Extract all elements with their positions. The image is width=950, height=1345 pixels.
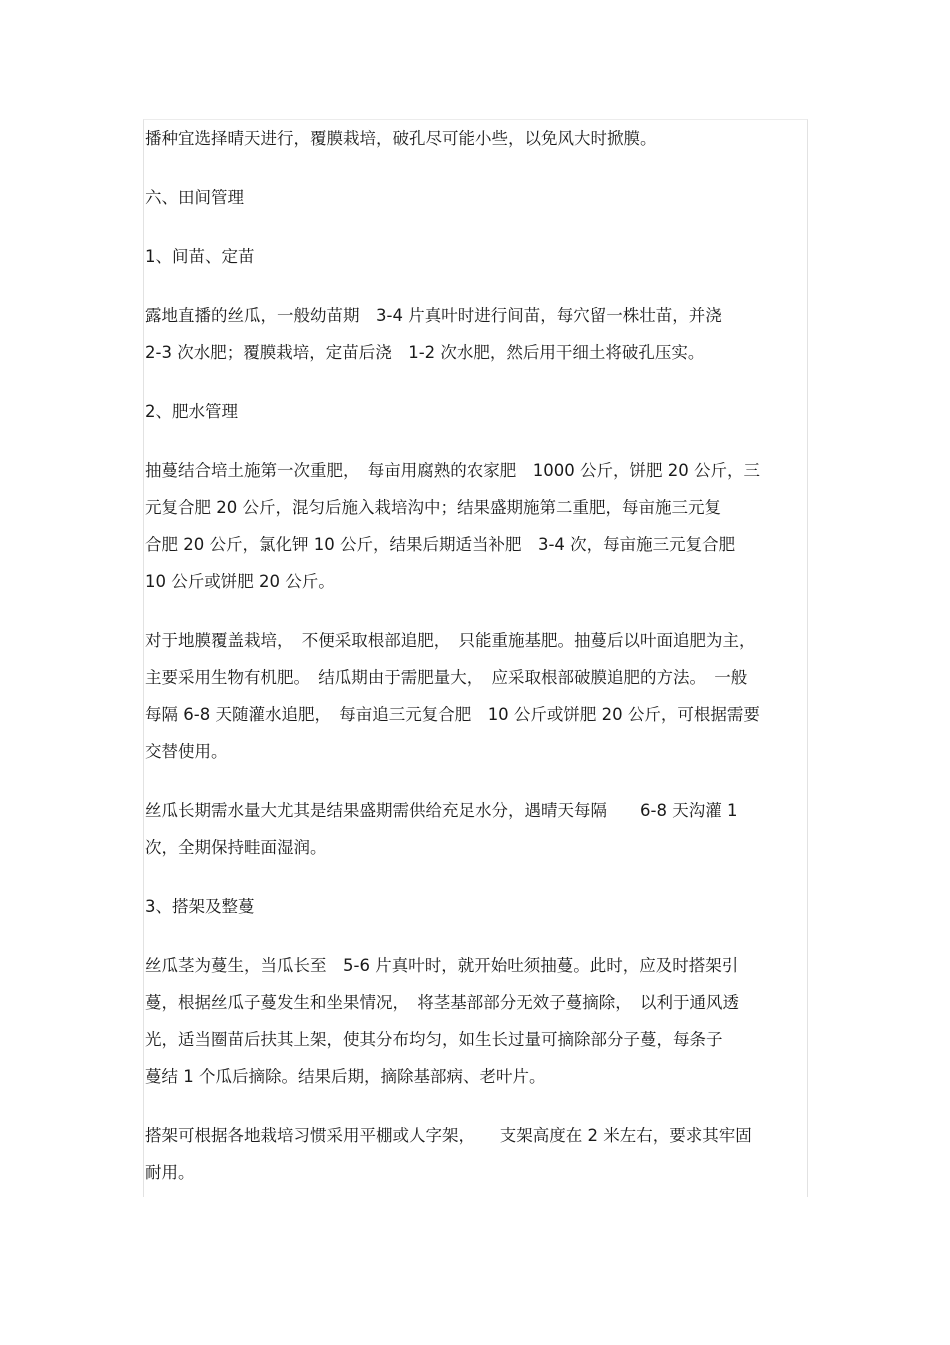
paragraph [145,120,807,157]
section-heading [145,179,807,216]
text-line: 对于地膜覆盖栽培， 不便采取根部追肥， 只能重施基肥。抽蔓后以叶面追肥为主， [145,631,756,650]
text-line: 10 公斤或饼肥 20 公斤。 [145,572,335,591]
text-line: 蔓结 1 个瓜后摘除。结果后期，摘除基部病、老叶片。 [145,1067,546,1086]
text-line: 耐用。 [145,1163,195,1182]
text-line: 丝瓜长期需水量大尤其是结果盛期需供给充足水分，遇晴天每隔 6-8 天沟灌 1 [145,801,738,820]
subsection-heading [145,393,807,430]
text-line: 3、搭架及整蔓 [145,897,255,916]
text-line: 露地直播的丝瓜，一般幼苗期 3-4 片真叶时进行间苗，每穴留一株壮苗，并浇 [145,306,722,325]
text-line: 交替使用。 [145,742,228,761]
text-line: 次，全期保持畦面湿润。 [145,838,327,857]
text-line: 六、田间管理 [145,188,244,207]
text-line: 播种宜选择晴天进行，覆膜栽培，破孔尽可能小些，以免风大时掀膜。 [145,129,657,148]
text-line: 丝瓜茎为蔓生，当瓜长至 5-6 片真叶时，就开始吐须抽蔓。此时，应及时搭架引 [145,956,739,975]
text-line: 元复合肥 20 公斤，混匀后施入栽培沟中；结果盛期施第二重肥，每亩施三元复 [145,498,721,517]
text-line: 抽蔓结合培土施第一次重肥， 每亩用腐熟的农家肥 1000 公斤，饼肥 20 公斤，三 [145,461,760,480]
text-line: 光，适当圈苗后扶其上架，使其分布均匀，如生长过量可摘除部分子蔓，每条子 [145,1030,723,1049]
paragraph [145,792,807,866]
paragraph [145,297,807,371]
paragraph [145,1117,807,1191]
subsection-heading [145,888,807,925]
text-line: 蔓，根据丝瓜子蔓发生和坐果情况， 将茎基部部分无效子蔓摘除， 以利于通风透 [145,993,739,1012]
text-line: 1、间苗、定苗 [145,247,255,266]
text-line: 2-3 次水肥；覆膜栽培，定苗后浇 1-2 次水肥，然后用干细土将破孔压实。 [145,343,705,362]
text-line: 每隔 6-8 天随灌水追肥， 每亩追三元复合肥 10 公斤或饼肥 20 公斤，可根据需要 [145,705,760,724]
subsection-heading [145,238,807,275]
document-body [145,120,807,1213]
paragraph [145,622,807,770]
text-line: 主要采用生物有机肥。 结瓜期由于需肥量大， 应采取根部破膜追肥的方法。 一般 [145,668,748,687]
text-line: 合肥 20 公斤，氯化钾 10 公斤，结果后期适当补肥 3-4 次，每亩施三元复合肥 [145,535,736,554]
paragraph [145,452,807,600]
paragraph [145,947,807,1095]
text-line: 2、肥水管理 [145,402,238,421]
text-line: 搭架可根据各地栽培习惯采用平棚或人字架， 支架高度在 2 米左右，要求其牢固 [145,1126,752,1145]
